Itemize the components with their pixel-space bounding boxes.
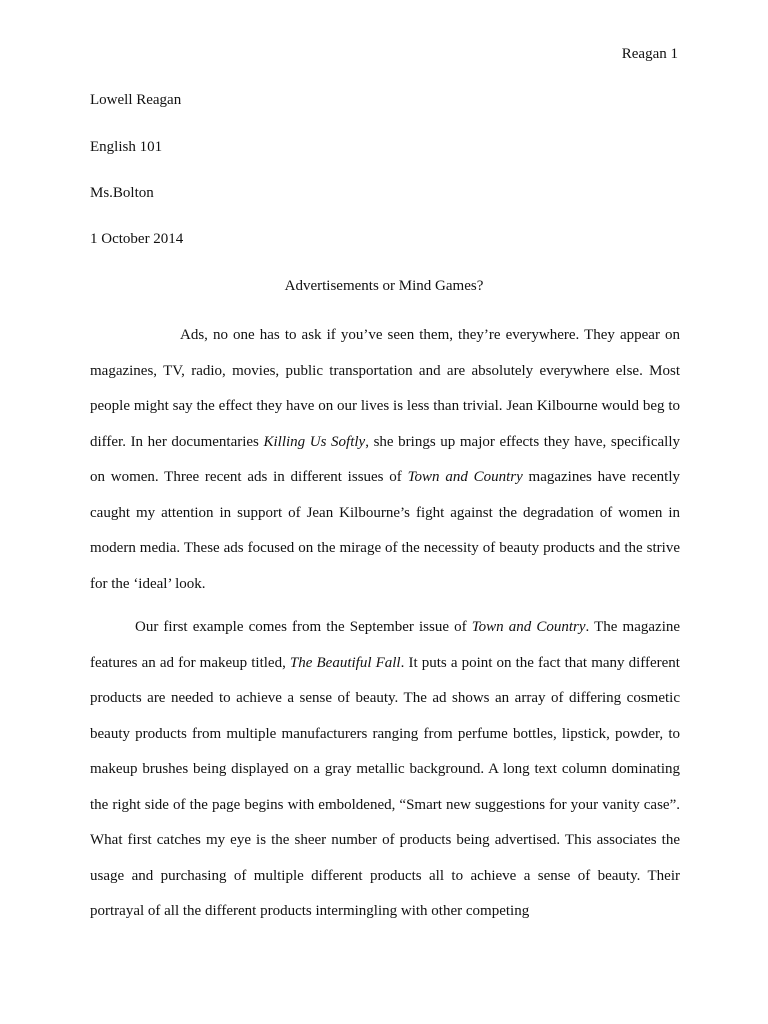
paragraph-1-text-a: Ads, no one has to ask if you’ve seen them, they’re everywhere. They appear on magazines, TV, radio, movies, public transportation and are absolutely everywhere else. Most people might say the effect they have on our lives is less than trivial. Jean Kilbourne would beg to differ. In her documentaries [90,327,680,450]
paragraph-1-text-b: , she brings up major effects they have, specifically on women. Three recent ads in different issues of [90,433,680,485]
ad-title: The Beautiful Fall [289,654,401,671]
magazine-title: Town and Country [471,619,586,635]
instructor-name: Ms.Bolton [90,185,154,201]
course-name: English 101 [90,139,163,155]
magazine-title: Town and Country [407,469,523,485]
paragraph-2-text-b: . The magazine features an ad for makeup titled, [90,619,681,671]
paragraph-2 [90,610,680,930]
paragraph-1 [90,318,680,602]
paragraph-2-text-c: . It puts a point on the fact that many different products are needed to achieve a sense of beauty. The ad shows an array of differing cosmetic beauty products from multiple manufacturers ranging from perfume bottles, lipstick, powder, to makeup brushes being displayed on a gray metallic background. A long text column dominating the right side of the page begins with emboldened, “Smart new suggestions for your vanity case”. What first catches my eye is the sheer number of products being advertised. This associates the usage and purchasing of multiple different products all to achieve a sense of beauty. Their portrayal of all the different products intermingling with other competing [90,654,680,919]
paragraph-1-text-c: magazines have recently caught my attention in support of Jean Kilbourne’s fight against the degradation of women in modern media. These ads focused on the mirage of the necessity of beauty products and the strive for the ‘ideal’ look. [90,469,681,592]
paragraph-2-text-a: Our first example comes from the September issue of [135,619,472,635]
essay-title: Advertisements or Mind Games? [284,278,484,294]
running-head: Reagan 1 [621,46,678,62]
documentary-title: Killing Us Softly [263,433,366,450]
essay-date: 1 October 2014 [90,231,184,247]
author-name: Lowell Reagan [90,92,182,108]
